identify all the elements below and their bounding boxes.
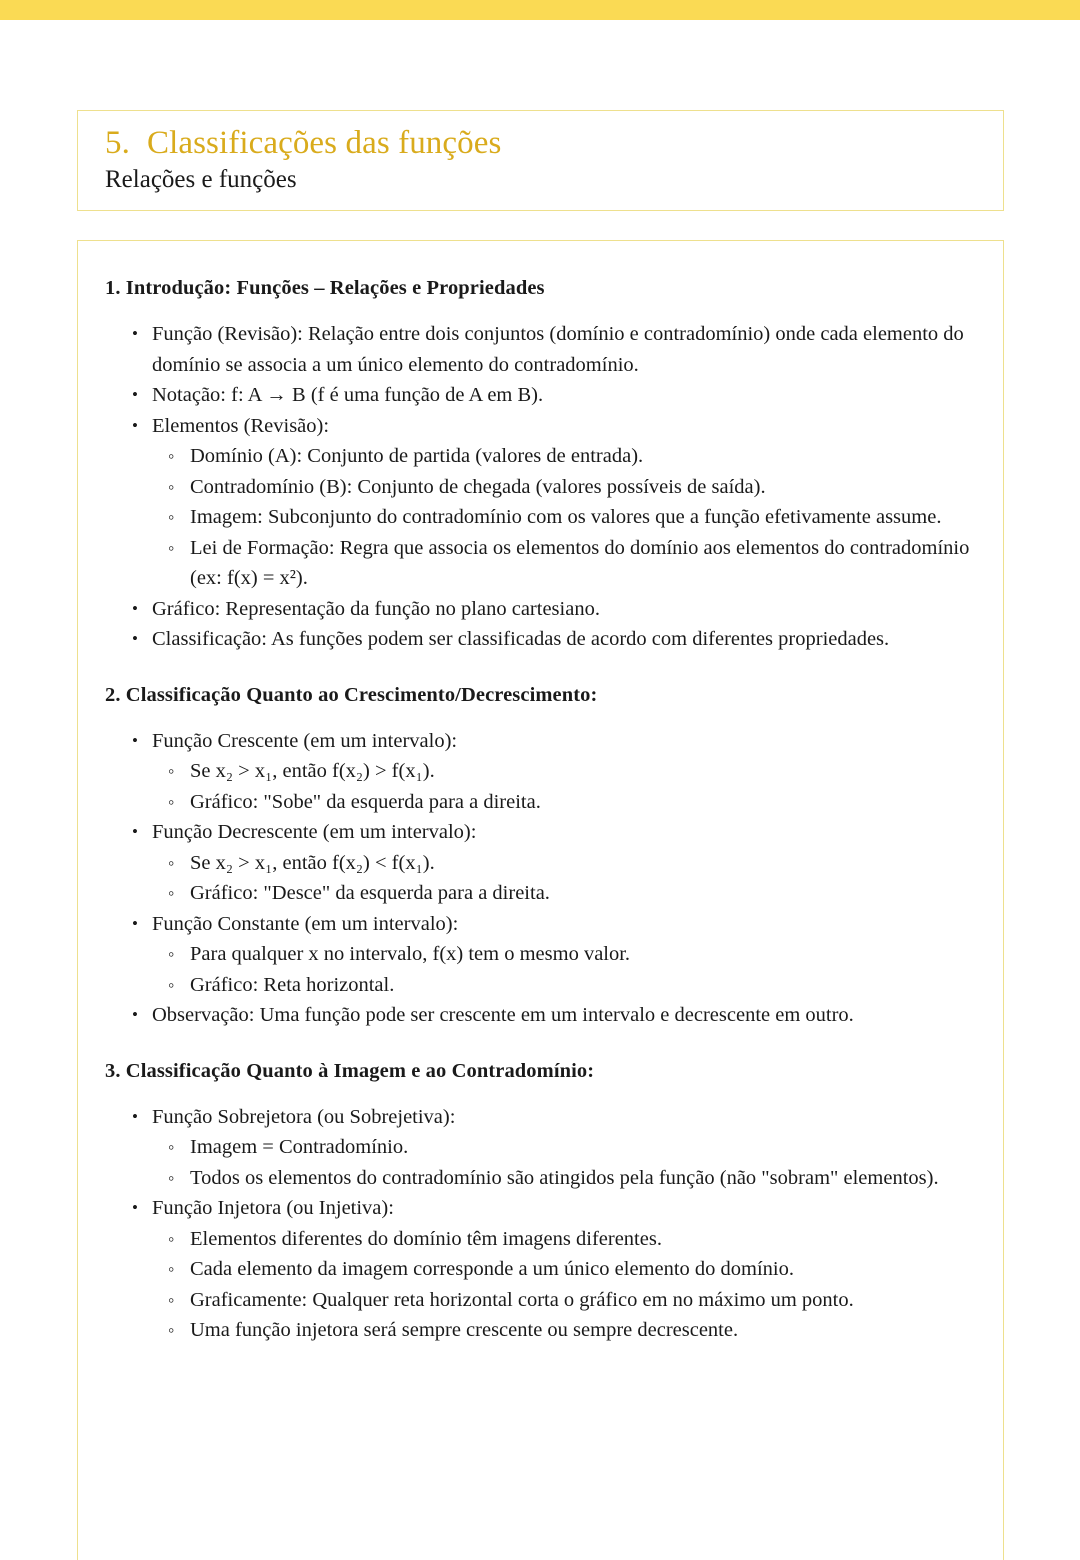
list-item [105, 1000, 977, 1031]
list-item [105, 1102, 977, 1194]
list-item-text: • Notação: f: A → B (f é uma função de A em B). [152, 380, 977, 411]
section-heading: 2. Classificação Quanto ao Crescimento/Decrescimento: [105, 683, 598, 706]
list-item: ◦ Cada elemento da imagem corresponde a um único elemento do domínio. [152, 1254, 977, 1285]
list-item [105, 411, 977, 594]
list-item [105, 726, 977, 818]
list-item [105, 319, 977, 380]
list-item: ◦ Todos os elementos do contradomínio são atingidos pela função (não "sobram" elementos). [152, 1163, 977, 1194]
list-item-text: • Observação: Uma função pode ser crescente em um intervalo e decrescente em outro. [152, 1000, 977, 1031]
page-title [105, 123, 1003, 163]
list-item-text: • Função Constante (em um intervalo): [152, 909, 977, 940]
list-item: ◦ Se x₂ > x₁, então f(x₂) < f(x₁). [152, 848, 977, 879]
title-number: 5. [105, 125, 130, 161]
list-item-text: • Gráfico: Representação da função no plano cartesiano. [152, 594, 977, 625]
list-item: ◦ Graficamente: Qualquer reta horizontal corta o gráfico em no máximo um ponto. [152, 1285, 977, 1316]
list-item-text: • Classificação: As funções podem ser classificadas de acordo com diferentes propriedades. [152, 624, 977, 655]
title-text: Classificações das funções [146, 125, 502, 161]
bullet-list-level2 [152, 441, 977, 594]
top-yellow-banner [0, 0, 1080, 20]
page-subtitle: Relações e funções [105, 166, 297, 193]
list-item: ◦ Uma função injetora será sempre crescente ou sempre decrescente. [152, 1315, 977, 1346]
list-item: ◦ Lei de Formação: Regra que associa os elementos do domínio aos elementos do contradomínio (ex: f(x) = x²). [152, 533, 977, 594]
document-title-card [77, 110, 1004, 211]
list-item: ◦ Gráfico: "Sobe" da esquerda para a direita. [152, 787, 977, 818]
list-item: ◦ Se x₂ > x₁, então f(x₂) > f(x₁). [152, 756, 977, 787]
list-item: ◦ Contradomínio (B): Conjunto de chegada (valores possíveis de saída). [152, 472, 977, 503]
list-item: ◦ Elementos diferentes do domínio têm imagens diferentes. [152, 1224, 977, 1255]
list-item: ◦ Imagem: Subconjunto do contradomínio com os valores que a função efetivamente assume. [152, 502, 977, 533]
list-item [105, 380, 977, 411]
bullet-list-level2 [152, 756, 977, 817]
bullet-list-level1 [105, 1102, 977, 1346]
list-item: ◦ Gráfico: "Desce" da esquerda para a direita. [152, 878, 977, 909]
section-heading: 3. Classificação Quanto à Imagem e ao Contradomínio: [105, 1059, 595, 1082]
list-item-text: • Elementos (Revisão): [152, 411, 977, 442]
list-item-text: • Função Decrescente (em um intervalo): [152, 817, 977, 848]
list-item [105, 1193, 977, 1346]
bullet-list-level2 [152, 1132, 977, 1193]
list-item: ◦ Domínio (A): Conjunto de partida (valores de entrada). [152, 441, 977, 472]
bullet-list-level2 [152, 848, 977, 909]
list-item: ◦ Imagem = Contradomínio. [152, 1132, 977, 1163]
list-item [105, 624, 977, 655]
list-item-text: • Função Injetora (ou Injetiva): [152, 1193, 977, 1224]
list-item [105, 909, 977, 1001]
list-item-text: • Função Sobrejetora (ou Sobrejetiva): [152, 1102, 977, 1133]
document-body-card [77, 240, 1004, 1560]
bullet-list-level1 [105, 319, 977, 655]
sections-container [105, 275, 977, 1346]
list-item-text: • Função (Revisão): Relação entre dois conjuntos (domínio e contradomínio) onde cada elemento do domínio se associa a um único elemento do contradomínio. [152, 319, 977, 380]
list-item [105, 817, 977, 909]
list-item: ◦ Gráfico: Reta horizontal. [152, 970, 977, 1001]
bullet-list-level2 [152, 939, 977, 1000]
bullet-list-level2 [152, 1224, 977, 1346]
list-item: ◦ Para qualquer x no intervalo, f(x) tem o mesmo valor. [152, 939, 977, 970]
bullet-list-level1 [105, 726, 977, 1031]
list-item [105, 594, 977, 625]
list-item-text: • Função Crescente (em um intervalo): [152, 726, 977, 757]
section-heading: 1. Introdução: Funções – Relações e Propriedades [105, 277, 545, 299]
